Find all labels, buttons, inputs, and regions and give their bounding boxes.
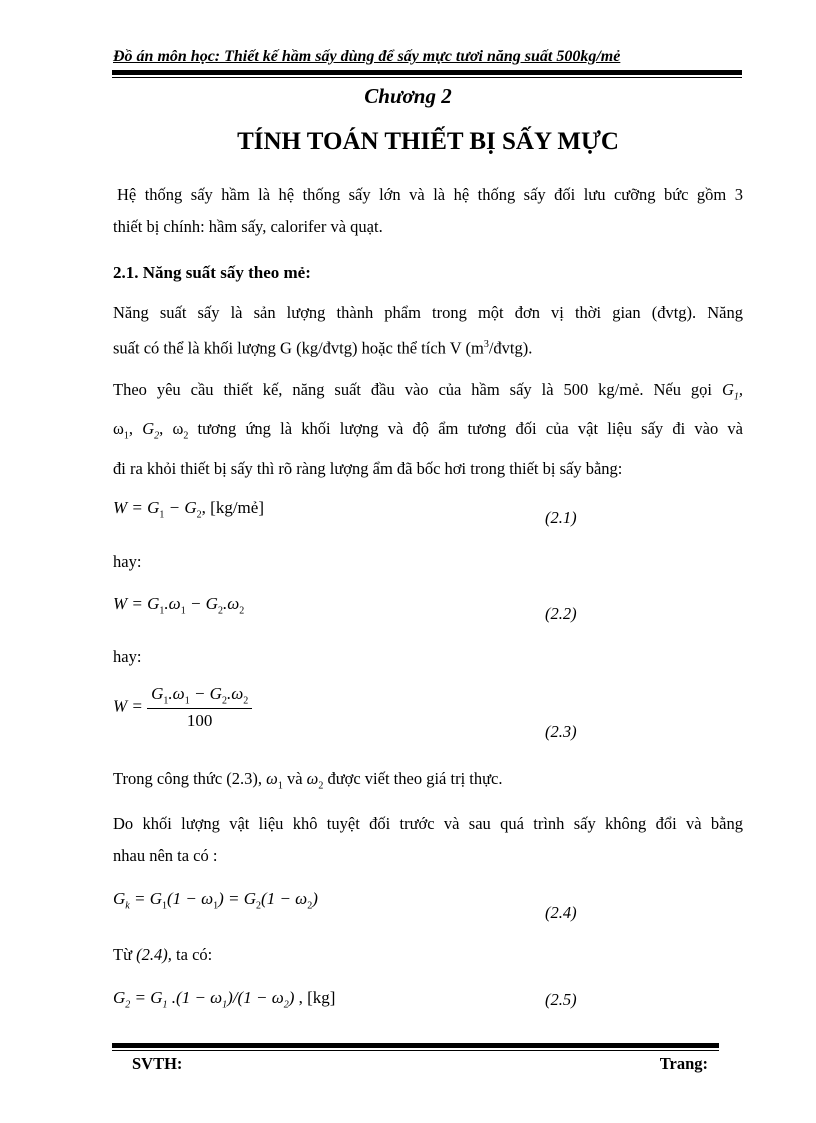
text-hay-1: hay:: [113, 552, 142, 571]
para2-line-3: đi ra khỏi thiết bị sấy thì rõ ràng lượng ẩm đã bốc hơi trong thiết bị sấy bằng:: [113, 458, 623, 478]
text-from-2-4: Từ (2.4), ta có:: [113, 945, 213, 964]
equation-number-2-5: (2.5): [545, 990, 577, 1009]
equation-number-2-3: (2.3): [545, 722, 577, 741]
equation-2-1: $W = G_1 - G_2$, [kg/mẻ]: [113, 498, 264, 521]
para1-line-1: Năng suất sấy là sản lượng thành phẩm trong một đơn vị thời gian (đvtg). Năng: [113, 303, 743, 322]
equation-2-3: W = $\frac{G_1.\omega_1 - G_2.\omega_2}{100}$: [113, 684, 252, 731]
equation-2-5: $G_2 = G_1$ $.(1 - \omega_1)/(1 - \omega_2)$ , [kg]: [113, 988, 336, 1011]
equation-number-2-1: (2.1): [545, 508, 577, 527]
footer-rule-thin: [112, 1050, 719, 1051]
paragraph-design: [113, 374, 743, 485]
header-rule-thin: [112, 77, 742, 78]
intro-line-2: thiết bị chính: hầm sấy, calorifer và quạt.: [113, 217, 383, 236]
text-hay-2: hay:: [113, 647, 142, 666]
running-header: Đồ án môn học: Thiết kế hầm sấy dùng để sấy mực tươi năng suất 500kg/mẻ: [113, 48, 621, 65]
equation-2-4: $G_k = G_1(1 - \omega_1) = G_2(1 - \omega_2)$: [113, 889, 318, 912]
section-heading: 2.1. Năng suất sấy theo mẻ:: [113, 263, 311, 282]
para2-line-2: $\omega_1$, $G_2$, $\omega_2$ tương ứng là khối lượng và độ ẩm tương đối của vật liệu sấy đi vào và: [113, 419, 744, 442]
paragraph-omega-note: Trong công thức (2.3), $\omega_1$ và $\omega_2$ được viết theo giá trị thực.: [113, 769, 503, 792]
header-rule-thick: [112, 70, 742, 75]
intro-paragraph: [113, 179, 743, 243]
para1-line-2: suất có thể là khối lượng G (kg/đvtg) hoặc thể tích V $(m^3/đvtg)$.: [113, 338, 533, 358]
footer-student-label: SVTH:: [132, 1054, 183, 1073]
page-title: TÍNH TOÁN THIẾT BỊ SẤY MỰC: [237, 128, 619, 155]
para4-line-2: nhau nên ta có :: [113, 846, 218, 865]
paragraph-dry-mass: [113, 808, 743, 872]
para4-line-1: Do khối lượng vật liệu khô tuyệt đối trước và sau quá trình sấy không đổi và bằng: [113, 814, 743, 833]
footer-rule-thick: [112, 1043, 719, 1048]
para2-line-1: Theo yêu cầu thiết kế, năng suất đầu vào của hầm sấy là 500 kg/mẻ. Nếu gọi $G_1$,: [113, 380, 743, 403]
footer-page-label: Trang:: [659, 1054, 708, 1073]
equation-number-2-2: (2.2): [545, 604, 577, 623]
equation-2-2: $W = G_1.\omega_1 - G_2.\omega_2$: [113, 594, 245, 617]
paragraph-productivity: [113, 297, 743, 365]
chapter-label: Chương 2: [364, 84, 452, 108]
intro-line-1: Hệ thống sấy hầm là hệ thống sấy lớn và là hệ thống sấy đối lưu cưỡng bức gồm 3: [117, 185, 743, 204]
equation-number-2-4: (2.4): [545, 903, 577, 922]
